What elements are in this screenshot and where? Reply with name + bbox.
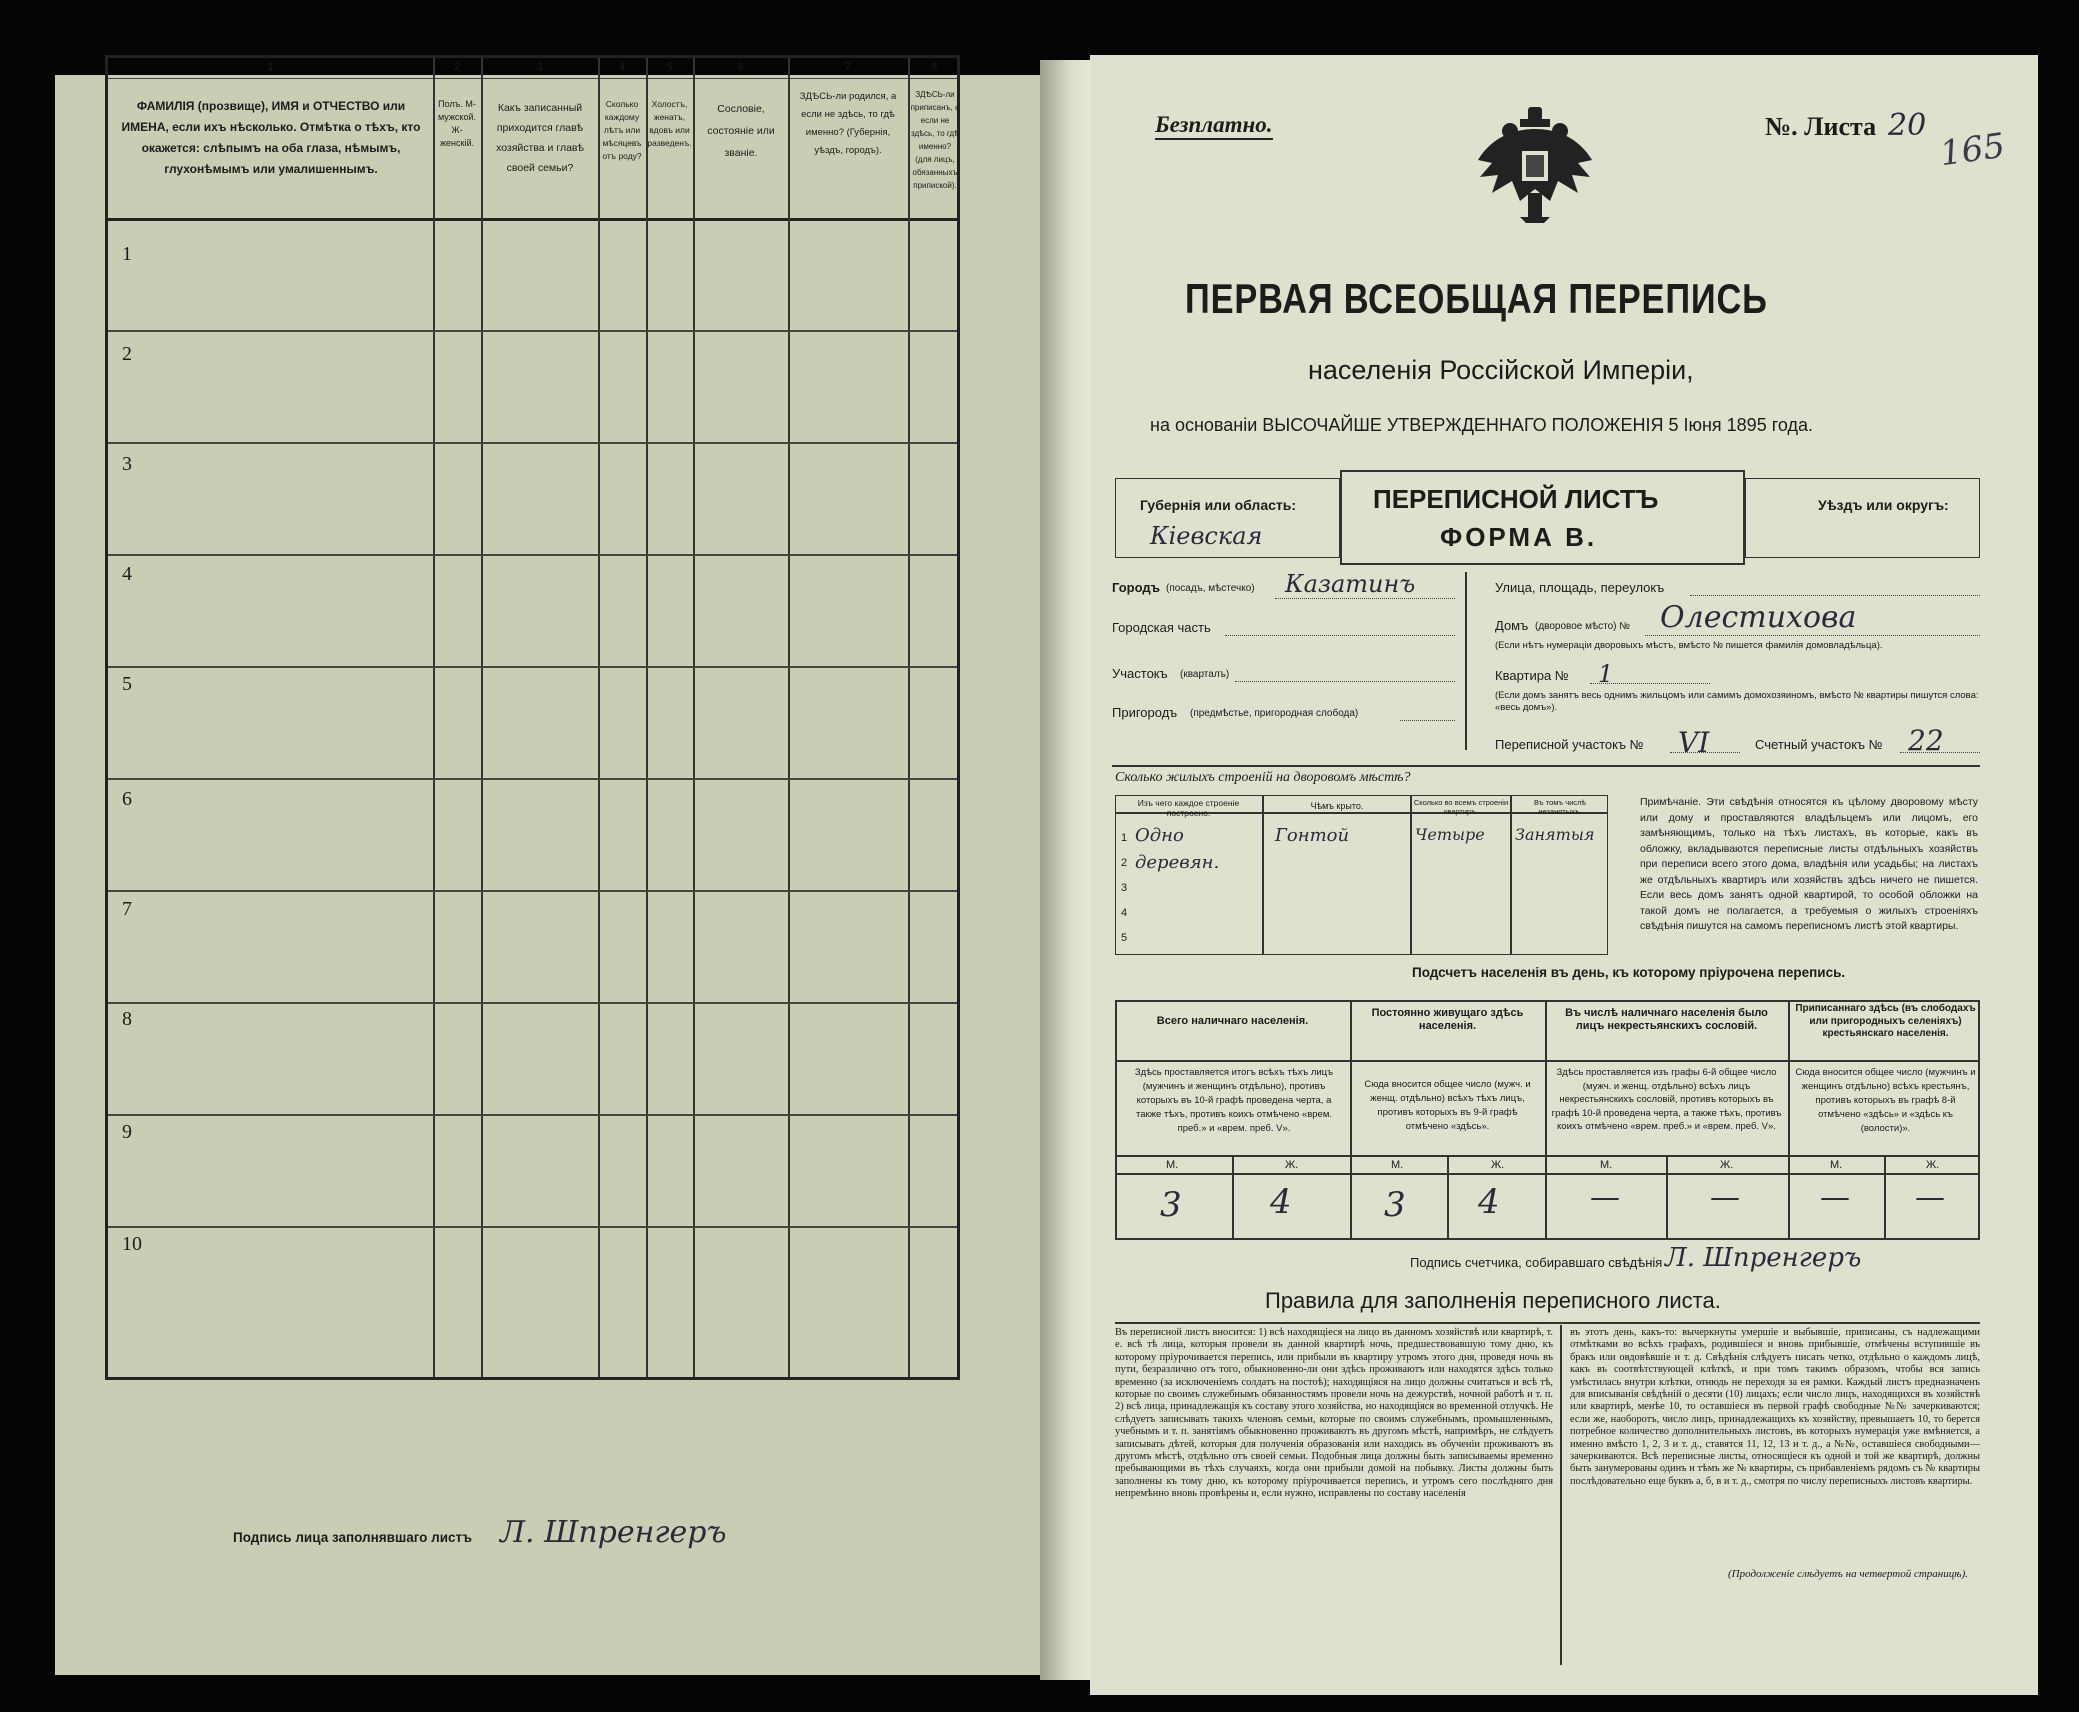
buildings-col-divider	[1262, 795, 1264, 955]
book-spine	[1040, 60, 1090, 1680]
kvartira-label: Квартира №	[1495, 668, 1569, 683]
buildings-header-apartments: Сколько во всемъ строеніи квартиръ.	[1413, 798, 1509, 816]
count-zh-label: Ж.	[1720, 1159, 1734, 1171]
count-m-label: М.	[1391, 1159, 1404, 1171]
building-1-roof: Гонтой	[1275, 825, 1350, 846]
perepisnoy-uchastok-value: VI	[1678, 726, 1710, 759]
count-title: Подсчетъ населенія въ день, къ которому пріурочена перепись.	[1412, 965, 1846, 980]
row-divider	[108, 666, 957, 668]
form-title-2: ФОРМА В.	[1440, 522, 1598, 552]
dom-label: Домъ	[1495, 618, 1529, 633]
count-col-divider	[1788, 1000, 1790, 1240]
column-divider	[908, 58, 910, 1377]
row-divider	[108, 778, 957, 780]
count-permanent-zh: 4	[1478, 1182, 1500, 1222]
buildings-col-divider	[1410, 795, 1412, 955]
count-header-total: Всего наличнаго населенія.	[1156, 1015, 1309, 1027]
row-divider	[108, 1226, 957, 1228]
row-divider	[108, 1114, 957, 1116]
column-number: 1	[267, 61, 274, 73]
count-zh-label: Ж.	[1285, 1159, 1299, 1171]
row-number: 4	[122, 563, 132, 585]
gubernia-value: Кіевская	[1150, 522, 1263, 550]
count-col-divider	[1545, 1000, 1547, 1240]
row-number: 5	[122, 673, 132, 695]
row-number: 7	[122, 898, 132, 920]
count-nonpeasant-zh: —	[1710, 1180, 1740, 1215]
column-header-relation: Какъ записанный приходится главѣ хозяйства и главѣ своей семьи?	[496, 102, 584, 174]
row-number: 3	[122, 453, 132, 475]
count-mzh-rule	[1115, 1173, 1980, 1175]
rules-continued-note: (Продолженіе слѣдуетъ на четвертой страницѣ).	[1728, 1568, 1968, 1580]
building-1-apartments: Четыре	[1415, 825, 1485, 844]
rules-col-divider	[1560, 1325, 1562, 1665]
count-m-label: М.	[1830, 1159, 1843, 1171]
kvartira-note: (Если домъ занятъ весь однимъ жильцомъ или самимъ домохозяиномъ, вмѣсто № квартиры пишутся слова: «весь домъ»).	[1495, 690, 1979, 713]
left-signature-label: Подпись лица заполнявшаго листъ	[233, 1530, 472, 1545]
column-divider	[693, 58, 695, 1377]
buildings-table	[1115, 795, 1608, 955]
column-header-name: ФАМИЛІЯ (прозвище), ИМЯ и ОТЧЕСТВО или ИМЕНА, если ихъ нѣсколько. Отмѣтка о тѣхъ, кто окажется: слѣпымъ на оба глаза, нѣмымъ, глухонѣмымъ или умалишеннымъ.	[121, 99, 421, 176]
column-number: 2	[453, 61, 461, 73]
ulitsa-label: Улица, площадь, переулокъ	[1495, 580, 1665, 595]
gorodskaya-chast-label: Городская часть	[1112, 620, 1211, 635]
column-divider	[598, 58, 600, 1377]
uezd-label: Уѣздъ или округъ:	[1818, 497, 1949, 513]
count-permanent-m: 3	[1384, 1185, 1406, 1225]
count-zh-label: Ж.	[1491, 1159, 1505, 1171]
count-desc-rule	[1115, 1155, 1980, 1157]
row-divider	[108, 442, 957, 444]
rules-title: Правила для заполненія переписного листа.	[1265, 1288, 1721, 1313]
count-zh-label: Ж.	[1926, 1159, 1940, 1171]
prigorod-sublabel: (предмѣстье, пригородная слобода)	[1190, 708, 1359, 719]
prigorod-label: Пригородъ	[1112, 705, 1178, 720]
count-desc-nonpeasant: Здѣсь проставляется изъ графы 6-й общее число (мужч. и женщ. отдѣльно) всѣхъ лицъ некрестьянскихъ сословій, противъ которыхъ въ графѣ 10-й проведена черта, а также тѣхъ, противъ коихъ отмѣчено «врем. преб.» и «врем. преб. V».	[1551, 1067, 1782, 1132]
count-header-peasant: Приписаннаго здѣсь (въ слободахъ или пригородныхъ селеніяхъ) крестьянскаго населенія.	[1795, 1003, 1976, 1039]
column-divider	[788, 58, 790, 1377]
gorodskaya-chast-line	[1225, 635, 1455, 636]
count-total-zh: 4	[1270, 1182, 1292, 1222]
column-header-registered: ЗДѢСЬ-ли приписанъ, а если не здѣсь, то гдѣ именно? (для лицъ, обязанныхъ припиской).	[910, 90, 960, 190]
free-label: Безплатно.	[1155, 112, 1273, 140]
sheet-number-label: №. Листа	[1765, 112, 1877, 141]
uezd-box	[1745, 478, 1980, 558]
column-header-age: Сколько каждому лѣтъ или мѣсяцевъ отъ роду?	[602, 99, 642, 161]
column-divider	[433, 58, 435, 1377]
column-number: 5	[666, 61, 673, 73]
count-mzh-divider	[1666, 1155, 1668, 1240]
gorod-sublabel: (посадъ, мѣстечко)	[1166, 583, 1255, 594]
count-mzh-divider	[1884, 1155, 1886, 1240]
count-m-label: М.	[1166, 1159, 1179, 1171]
buildings-row-number: 3	[1121, 882, 1128, 894]
count-mzh-divider	[1232, 1155, 1234, 1240]
gubernia-label: Губернія или область:	[1140, 497, 1297, 513]
column-number: 7	[844, 61, 852, 73]
dom-sublabel: (дворовое мѣсто) №	[1535, 621, 1631, 632]
column-number: 3	[536, 61, 543, 73]
uchastok-line	[1235, 681, 1455, 682]
ulitsa-line	[1690, 595, 1980, 596]
row-divider	[108, 890, 957, 892]
count-desc-total: Здѣсь проставляется итогъ всѣхъ тѣхъ лицъ (мужчинъ и женщинъ отдѣльно), противъ которыхъ въ 10-й графѣ проведена черта, а также тѣхъ, противъ коихъ отмѣчено «врем. преб.» и «врем. преб. V».	[1134, 1067, 1334, 1134]
left-signature: Л. Шпренгеръ	[500, 1515, 727, 1550]
address-divider	[1465, 572, 1467, 750]
column-header-marital: Холостъ, женатъ, вдовъ или разведенъ.	[647, 99, 692, 148]
rules-top-rule	[1115, 1322, 1980, 1324]
census-title: ПЕРВАЯ ВСЕОБЩАЯ ПЕРЕПИСЬ	[1185, 275, 1768, 322]
count-desc-permanent: Сюда вносится общее число (мужч. и женщ. отдѣльно) всѣхъ тѣхъ лицъ, противъ которыхъ въ 9-й графѣ отмѣчено «здѣсь».	[1364, 1079, 1531, 1132]
buildings-header-material: Изъ чего каждое строеніе построено.	[1137, 798, 1240, 818]
dom-note: (Если нѣтъ нумераціи дворовыхъ мѣстъ, вмѣсто № пишется фамилія домовладѣльца).	[1495, 640, 1883, 651]
column-number: 8	[930, 61, 938, 73]
row-divider	[108, 330, 957, 332]
row-number: 8	[122, 1008, 132, 1030]
perepisnoy-uchastok-label: Переписной участокъ №	[1495, 737, 1644, 752]
building-1-vacant: Занятыя	[1515, 825, 1595, 844]
column-divider	[646, 58, 648, 1377]
row-number: 9	[122, 1121, 132, 1143]
building-2-material: деревян.	[1135, 852, 1220, 873]
count-col-divider	[1350, 1000, 1352, 1240]
buildings-note: Примѣчаніе. Эти свѣдѣнія относятся къ цѣлому дворовому мѣсту или дому и проставляются владѣльцемъ или лицомъ, его замѣняющимъ, только на тѣхъ листахъ, въ которые, какъ въ обложку, вкладываются переписные листы отдѣльныхъ хозяйствъ при переписи всего этого дома, владѣнія или усадьбы; на листахъ же отдѣльныхъ квартиръ или хозяйствъ здѣсь ничего не пишется. Если весь домъ занятъ одной квартирой, то особой обложки на такой домъ не полагается, а требуемыя о жилыхъ строеніяхъ свѣдѣнія пишутся на самомъ переписномъ листѣ этой квартиры.	[1640, 796, 1978, 932]
buildings-header-roof: Чѣмъ крыто.	[1310, 801, 1364, 811]
rules-column-2: въ этотъ день, какъ-то: вычеркнуты умершіе и выбывшіе, приписаны, съ надлежащими отмѣтками во всѣхъ графахъ, родившіеся и вновь прибывшіе, отмѣчены вступившіе въ бракъ или овдовѣвшіе и т. д. Свѣдѣнія слѣдуетъ писать четко, отдѣльно о каждомъ лицѣ, какъ въ соотвѣтствующей клѣткѣ, и при томъ такимъ образомъ, чтобы вся запись умѣстилась внутри клѣтки, отнюдь не переходя за ея рамки. Каждый листъ предназначенъ для вписыванія свѣдѣній о десяти (10) лицахъ; если число лицъ, находящихся въ хозяйствѣ или квартирѣ, менѣе 10, то оставшіеся въ первой графѣ свободные №№ зачеркиваются; если же, наоборотъ, число лицъ, принадлежащихъ къ хозяйству, превышаетъ 10, то берется потребное количество дополнительныхъ листовъ, въ которыхъ нумерація уже вмѣняется, а именно вмѣсто 1, 2, 3 и т. д., ставятся 11, 12, 13 и т. д., а №№, оставшіеся свободными—зачеркиваются. Всѣ переписные листы, относящіеся къ одной и той же квартирѣ, должны быть занумерованы одинъ и тѣмъ же № квартиры, съ прибавленіемъ рядомъ съ № квартиры послѣдовательно еще буквъ а, б, в и т. д., смотря по числу переписныхъ листовъ квартиры.	[1570, 1327, 1980, 1487]
count-peasant-m: —	[1820, 1180, 1850, 1215]
row-number: 6	[122, 788, 132, 810]
buildings-question: Сколько жилыхъ строеній на дворовомъ мѣстѣ?	[1115, 770, 1411, 785]
gorod-line	[1275, 598, 1455, 599]
census-subtitle: населенія Россійской Имперіи,	[1308, 355, 1694, 385]
schetny-uchastok-label: Счетный участокъ №	[1755, 737, 1883, 752]
row-number: 10	[122, 1233, 142, 1255]
column-number: 4	[618, 61, 626, 73]
count-header-rule	[1115, 1060, 1980, 1062]
row-divider	[108, 1002, 957, 1004]
uchastok-sublabel: (кварталъ)	[1180, 669, 1230, 680]
count-total-m: 3	[1160, 1185, 1182, 1225]
count-m-label: М.	[1600, 1159, 1613, 1171]
prigorod-line	[1400, 720, 1455, 721]
kvartira-value: 1	[1598, 660, 1614, 688]
dom-line	[1645, 635, 1980, 636]
column-header-birthplace: ЗДѢСЬ-ли родился, а если не здѣсь, то гдѣ именно? (Губернія, уѣздъ, городъ).	[799, 91, 897, 156]
buildings-row-number: 5	[1121, 932, 1128, 944]
row-number: 2	[122, 343, 132, 365]
count-peasant-zh: —	[1915, 1180, 1945, 1215]
column-number-divider	[108, 78, 957, 79]
buildings-header-vacant: Въ томъ числѣ незанятыхъ.	[1533, 798, 1587, 816]
row-divider	[108, 554, 957, 556]
column-header-estate: Сословіе, состояніе или званіе.	[707, 103, 775, 159]
archive-mark: 165	[1937, 125, 2008, 175]
double-headed-eagle-icon	[1470, 105, 1600, 225]
column-divider	[481, 58, 483, 1377]
count-desc-peasant: Сюда вносится общее число (мужчинъ и женщинъ отдѣльно) всѣхъ крестьянъ, противъ которыхъ въ графѣ 8-й отмѣчено «здѣсь» и «здѣсь къ (волости)».	[1795, 1067, 1976, 1134]
counter-signature-label: Подпись счетчика, собиравшаго свѣдѣнія	[1410, 1255, 1663, 1270]
gorod-label: Городъ	[1112, 580, 1160, 595]
address-bottom-rule	[1112, 765, 1980, 767]
buildings-row-number: 2	[1121, 857, 1128, 869]
header-divider	[108, 218, 957, 221]
census-basis: на основаніи ВЫСОЧАЙШЕ УТВЕРЖДЕННАГО ПОЛОЖЕНІЯ 5 Іюня 1895 года.	[1150, 415, 1814, 435]
count-mzh-divider	[1447, 1155, 1449, 1240]
rules-column-1: Въ переписной листъ вносится: 1) всѣ находящіеся на лицо въ данномъ хозяйствѣ или квартирѣ, т. е. всѣ тѣ лица, которыя провели въ данной квартирѣ ночь, предшествовавшую тому дню, къ которому пріурочивается перепись, или прибыли въ квартиру утромъ этого дня, проведя ночь въ пути, безразлично отъ того, обыкновенно-ли они здѣсь проживаютъ или находятся здѣсь только временно (за исключеніемъ солдатъ на постоѣ); находящіяся на лицо должны считаться и всѣ тѣ, которые по своимъ служебнымъ обязанностямъ провели ночь на дежурствѣ, ночной работѣ и т. п. 2) всѣ лица, принадлежащія къ составу этого хозяйства, но находящіяся во временной отлучкѣ. Не слѣдуетъ записывать такихъ членовъ семьи, которые по своимъ служебнымъ, промышленнымъ, учебнымъ и т. п. занятіямъ обыкновенно проживаютъ въ другомъ мѣстѣ, напримѣръ, не слѣдуетъ записывать дѣтей, которыя для полученія образованія или находясь въ обученіи проживаютъ въ другомъ мѣстѣ, отдѣльно отъ своей семьи. Подобныя лица должны быть записываемы временно пребывающими въ тѣхъ случаяхъ, когда они прибыли домой на побывку. Листы должны быть заполнены къ тому дню, къ которому пріурочивается перепись, и утромъ сего послѣдняго дня непремѣнно вновь провѣрены и, если нужно, исправлены по составу населенія	[1115, 1327, 1553, 1500]
buildings-col-divider	[1510, 795, 1512, 955]
column-number: 6	[737, 61, 744, 73]
count-header-permanent: Постоянно живущаго здѣсь населенія.	[1371, 1007, 1524, 1032]
persons-table	[105, 55, 960, 1380]
gorod-value: Казатинъ	[1285, 570, 1416, 598]
count-nonpeasant-m: —	[1590, 1180, 1620, 1215]
form-title-1: ПЕРЕПИСНОЙ ЛИСТЪ	[1373, 484, 1659, 514]
count-header-nonpeasant: Въ числѣ наличнаго населенія было лицъ некрестьянскихъ сословій.	[1565, 1007, 1768, 1032]
uchastok-label: Участокъ	[1112, 666, 1168, 681]
sheet-number-value: 20	[1888, 108, 1927, 143]
buildings-row-number: 1	[1121, 832, 1128, 844]
building-1-material: Одно	[1135, 825, 1184, 846]
counter-signature: Л. Шпренгеръ	[1665, 1243, 1862, 1273]
column-header-sex: Полъ. М-мужской. Ж-женскій.	[438, 99, 476, 148]
dom-value: Олестихова	[1660, 600, 1857, 635]
schetny-uchastok-value: 22	[1908, 724, 1944, 757]
row-number: 1	[122, 243, 132, 265]
buildings-row-number: 4	[1121, 907, 1128, 919]
